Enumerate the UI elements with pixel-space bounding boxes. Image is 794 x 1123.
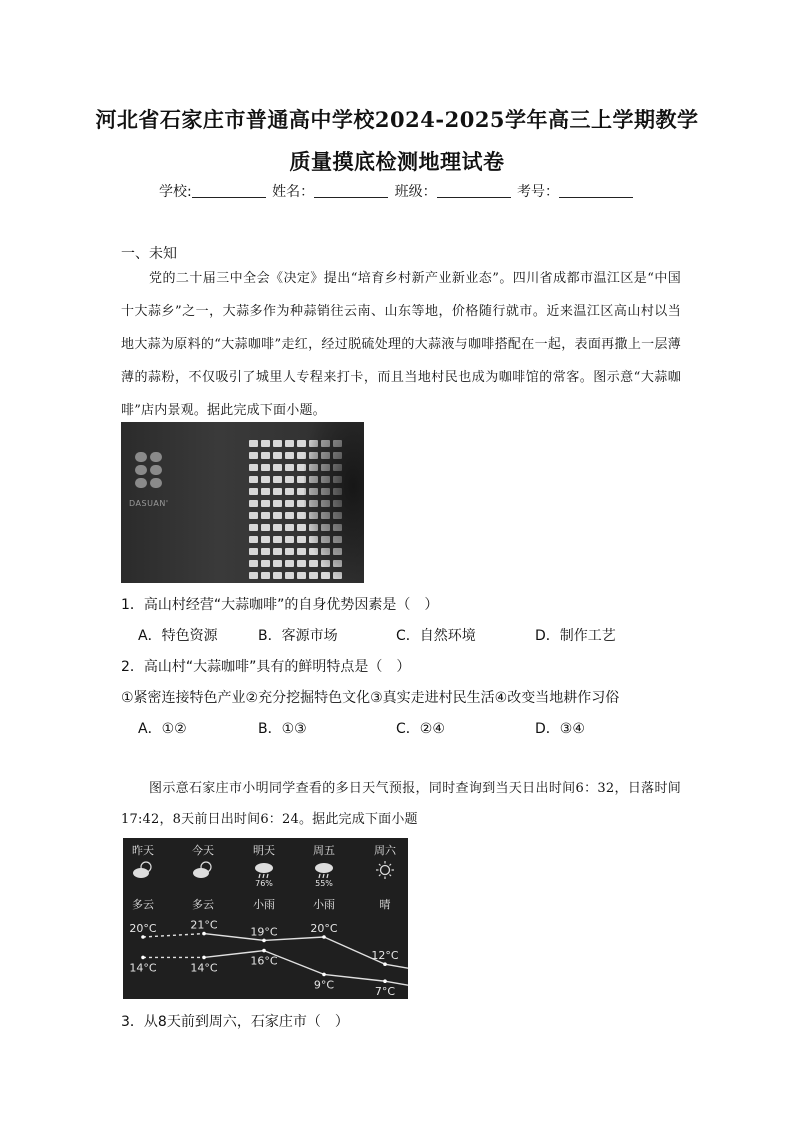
display-cell [285, 560, 294, 567]
display-cell [249, 536, 258, 543]
high-temp-point [262, 939, 266, 943]
display-cell [273, 548, 282, 555]
day-label: 昨天 [132, 844, 154, 857]
q2-option-c[interactable]: C．②④ [396, 721, 445, 737]
condition-label: 晴 [379, 898, 391, 911]
temperature-trend-chart [123, 838, 408, 999]
display-cell [285, 512, 294, 519]
question-1-stem: 1．高山村经营“大蒜咖啡”的自身优势因素是（ ） [121, 597, 439, 613]
school-blank[interactable] [192, 183, 266, 198]
low-temp-label: 16°C [250, 954, 278, 968]
display-cell [285, 464, 294, 471]
low-temp-label: 7°C [374, 985, 396, 999]
display-cell [273, 560, 282, 567]
precip-chance: 55% [315, 879, 333, 888]
display-cell [249, 464, 258, 471]
condition-label: 多云 [132, 898, 154, 911]
display-cell [261, 452, 270, 459]
school-label: 学校: [158, 184, 192, 200]
display-cell [261, 488, 270, 495]
low-temp-label: 9°C [313, 978, 335, 992]
high-temp-point [322, 935, 326, 939]
name-blank[interactable] [314, 183, 388, 198]
display-cell [273, 440, 282, 447]
high-temp-point [202, 932, 206, 936]
display-cell [273, 464, 282, 471]
display-cell [273, 500, 282, 507]
display-cell [273, 512, 282, 519]
id-blank[interactable] [559, 183, 633, 198]
display-cell [261, 500, 270, 507]
high-temp-point [383, 962, 387, 966]
display-cell [285, 524, 294, 531]
low-temp-label: 14°C [129, 961, 157, 975]
day-label: 周六 [374, 844, 396, 857]
condition-label: 小雨 [253, 898, 275, 911]
display-cell [261, 548, 270, 555]
class-blank[interactable] [437, 183, 511, 198]
display-cell [285, 548, 294, 555]
display-cell [273, 452, 282, 459]
shop-brand-text: DASUAN' [129, 499, 169, 508]
display-cell [285, 572, 294, 579]
display-cell [285, 476, 294, 483]
weather-forecast-image [123, 838, 408, 999]
low-temp-point [262, 949, 266, 953]
display-cell [249, 476, 258, 483]
passage-weather: 图示意石家庄市小明同学查看的多日天气预报，同时查询到当天日出时间6：32，日落时间17:42，8天前日出时间6：24。据此完成下面小题 [121, 781, 681, 827]
q1-option-a[interactable]: A．特色资源 [138, 628, 218, 644]
low-temp-point [383, 979, 387, 983]
q1-option-c[interactable]: C．自然环境 [396, 628, 476, 644]
display-cell [249, 452, 258, 459]
day-label: 今天 [192, 844, 214, 857]
display-cell [249, 440, 258, 447]
plant-shadow [304, 422, 364, 582]
q2-option-b[interactable]: B．①③ [258, 721, 307, 737]
class-label: 班级： [394, 184, 437, 200]
display-cell [249, 500, 258, 507]
display-cell [249, 548, 258, 555]
shop-logo [135, 452, 165, 492]
high-temp-point [141, 935, 145, 939]
question-2-stem: 2．高山村“大蒜咖啡”具有的鲜明特点是（ ） [121, 659, 411, 675]
display-cell [249, 560, 258, 567]
display-cell [273, 572, 282, 579]
display-cell [249, 524, 258, 531]
high-temp-label: 20°C [129, 922, 157, 935]
name-label: 姓名： [272, 184, 315, 200]
display-cell [285, 452, 294, 459]
student-info-line [0, 181, 794, 201]
display-cell [285, 536, 294, 543]
high-temp-label: 21°C [190, 918, 218, 932]
display-cell [285, 440, 294, 447]
display-cell [261, 464, 270, 471]
passage-garlic-coffee: 党的二十届三中全会《决定》提出“培育乡村新产业新业态”。四川省成都市温江区是“中国十大蒜乡”之一，大蒜多作为种蒜销往云南、山东等地，价格随行就市。近来温江区高山村以当地大蒜为原料的“大蒜咖啡”走红，经过脱硫处理的大蒜液与咖啡搭配在一起，表面再撒上一层薄薄的蒜粉，不仅吸引了城里人专程来打卡，而且当地村民也成为咖啡馆的常客。图示意“大蒜咖啡”店内景观。据此完成下面小题。 [121, 271, 681, 418]
display-cell [273, 476, 282, 483]
display-cell [261, 572, 270, 579]
display-cell [261, 512, 270, 519]
display-cell [261, 560, 270, 567]
display-cell [261, 476, 270, 483]
day-label: 周五 [313, 844, 335, 857]
precip-chance: 76% [255, 879, 273, 888]
display-cell [249, 512, 258, 519]
display-cell [261, 524, 270, 531]
display-cell [261, 440, 270, 447]
high-temp-label: 20°C [310, 922, 338, 935]
section-heading: 一、未知 [121, 246, 177, 262]
display-cell [285, 488, 294, 495]
condition-label: 多云 [192, 898, 214, 911]
low-temp-point [141, 956, 145, 960]
exam-title-line2: 质量摸底检测地理试卷 [289, 149, 505, 174]
id-label: 考号： [517, 184, 560, 200]
display-cell [273, 488, 282, 495]
q2-option-a[interactable]: A．①② [138, 721, 187, 737]
display-cell [249, 572, 258, 579]
display-cell [285, 500, 294, 507]
q1-option-d[interactable]: D．制作工艺 [535, 628, 616, 644]
question-2-statements: ①紧密连接特色产业②充分挖掘特色文化③真实走进村民生活④改变当地耕作习俗 [121, 690, 620, 706]
display-cell [249, 488, 258, 495]
q1-option-b[interactable]: B．客源市场 [258, 628, 338, 644]
q2-option-d[interactable]: D．③④ [535, 721, 585, 737]
high-temp-label: 12°C [371, 949, 399, 963]
high-temp-label: 19°C [250, 925, 278, 939]
high-temp-segment [385, 964, 408, 968]
display-cell [261, 536, 270, 543]
condition-label: 小雨 [313, 898, 335, 911]
day-label: 明天 [253, 844, 275, 857]
garlic-coffee-shop-photo [121, 422, 364, 583]
exam-title-line1: 河北省石家庄市普通高中学校2024-2025学年高三上学期教学 [95, 107, 699, 132]
low-temp-point [202, 956, 206, 960]
display-cell [273, 536, 282, 543]
low-temp-point [322, 973, 326, 977]
question-3-stem: 3．从8天前到周六，石家庄市（ ） [121, 1014, 349, 1030]
low-temp-label: 14°C [190, 961, 218, 975]
display-cell [273, 524, 282, 531]
